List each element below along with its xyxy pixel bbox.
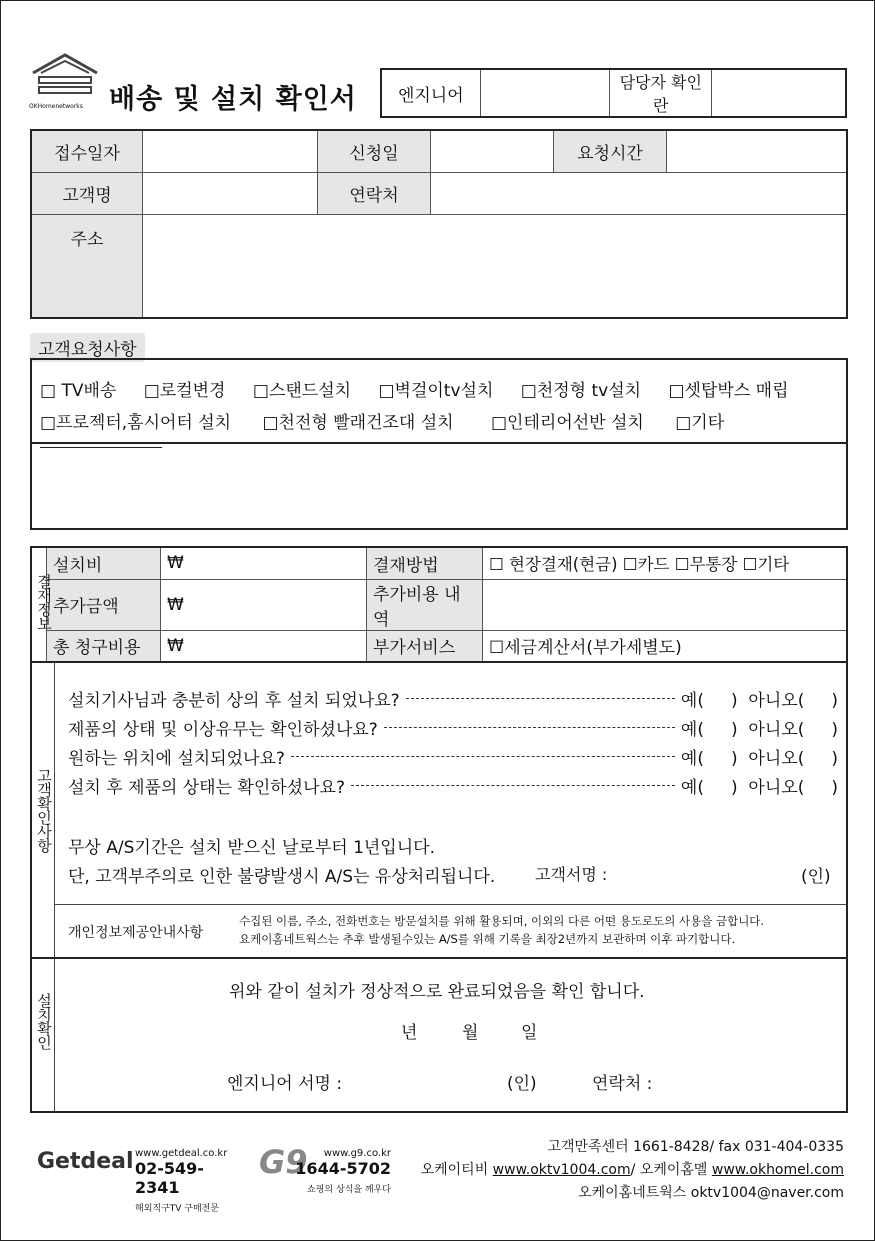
question-row [68, 685, 838, 711]
extra-detail-field[interactable] [483, 579, 848, 630]
approval-box [380, 68, 847, 118]
option-other-blank[interactable] [40, 447, 162, 448]
question-row [68, 743, 838, 769]
install-side-label: 설치확인 [35, 993, 53, 1049]
received-date-label: 접수일자 [31, 130, 143, 172]
option-interior-shelf-install[interactable]: □인테리어선반 설치 [491, 413, 644, 433]
question-row [68, 772, 838, 798]
option-stand-install[interactable]: □스탠드설치 [252, 381, 352, 401]
house-icon [29, 51, 101, 99]
total-cost-label: 총 청구비용 [47, 630, 161, 662]
option-wall-tv-install[interactable]: □벽걸이tv설치 [378, 381, 494, 401]
engineer-field[interactable] [480, 69, 610, 117]
customer-info-table [30, 129, 848, 319]
question-text: 원하는 위치에 설치되었나요? [68, 748, 285, 769]
logo-text: OKHomenetworks [29, 103, 83, 110]
g9-phone: 1644-5702 [295, 1159, 391, 1178]
addon-service-label: 부가서비스 [367, 630, 483, 662]
dotted-leader [291, 756, 675, 757]
customer-sign-label: 고객서명 : [535, 865, 608, 884]
customer-center-line: 고객만족센터 1661-8428/ fax 031-404-0335 [547, 1139, 844, 1155]
privacy-line: 요케이홈네트웍스는 추후 발생될수있는 A/S를 위해 기록을 최장2년까지 보관하며 이후 파기합니다. [239, 932, 736, 946]
manager-confirm-label: 담당자 확인란 [610, 69, 712, 117]
yes-no-answer[interactable]: 예( ) 아니오( ) [680, 719, 838, 740]
engineer-contact-label: 연락처 : [592, 1074, 653, 1094]
manager-confirm-field[interactable] [712, 69, 846, 117]
privacy-line: 수집된 이름, 주소, 전화번호는 방문설치를 위해 활용되며, 이외의 다른 어떤 용도로도의 사용을 금합니다. [239, 914, 765, 928]
requests-box [30, 358, 848, 530]
dotted-leader [351, 785, 675, 786]
g9-logo-text: G9 [259, 1143, 308, 1181]
getdeal-logo-text: Getdeal [37, 1149, 134, 1174]
question-text: 제품의 상태 및 이상유무는 확인하셨나요? [68, 719, 378, 740]
privacy-text [239, 912, 839, 948]
engineer-seal[interactable]: (인) [507, 1074, 537, 1094]
customer-name-field[interactable] [143, 172, 318, 214]
tax-invoice-option[interactable]: ☐세금계산서(부가세별도) [483, 630, 848, 662]
request-options-row2 [40, 408, 840, 453]
question-text: 설치 후 제품의 상태는 확인하셨나요? [68, 777, 345, 798]
request-options-row1 [40, 376, 840, 401]
getdeal-logo [37, 1149, 134, 1174]
getdeal-info [135, 1148, 245, 1214]
extra-amount-field[interactable] [161, 579, 367, 630]
email-line: 오케이홈네트웍스 oktv1004@naver.com [578, 1185, 844, 1201]
payment-side-label: 결재정보 [31, 547, 47, 662]
page-title: 배송 및 설치 확인서 [109, 84, 357, 115]
customer-name-label: 고객명 [31, 172, 143, 214]
date-year-label: 년 [401, 1023, 418, 1043]
okhomel-link[interactable]: www.okhomel.com [711, 1162, 844, 1178]
dotted-leader [384, 727, 675, 728]
oktv-label: 오케이티비 [420, 1162, 489, 1178]
company-logo [29, 51, 101, 111]
extra-detail-label: 추가비용 내역 [367, 579, 483, 630]
website-line [394, 1158, 844, 1182]
option-projector-install[interactable]: □프로젝터,홈시어터 설치 [40, 413, 232, 433]
okhomel-label: / 오케이홈멜 [630, 1162, 708, 1178]
contact-field[interactable] [431, 172, 848, 214]
question-text: 설치기사님과 충분히 상의 후 설치 되었나요? [68, 690, 400, 711]
payment-method-label: 결재방법 [367, 547, 483, 579]
engineer-sign-label: 엔지니어 서명 : [227, 1074, 343, 1094]
date-day-label: 일 [521, 1023, 538, 1043]
getdeal-url: www.getdeal.co.kr [135, 1148, 228, 1159]
footer-contact [394, 1136, 844, 1204]
address-field[interactable] [143, 214, 848, 318]
dotted-leader [406, 698, 675, 699]
g9-info [291, 1148, 391, 1195]
payment-method-options[interactable]: ☐ 현장결재(현금) ☐카드 ☐무통장 ☐기타 [483, 547, 848, 579]
option-tv-delivery[interactable]: □ TV배송 [40, 381, 117, 401]
customer-seal[interactable]: (인) [801, 867, 831, 887]
privacy-label: 개인정보제공안내사항 [68, 925, 204, 941]
option-local-change[interactable]: □로컬변경 [143, 381, 226, 401]
confirm-side-label: 고객확인사항 [35, 768, 53, 852]
received-date-field[interactable] [143, 130, 318, 172]
total-cost-field[interactable] [161, 630, 367, 662]
question-row [68, 714, 838, 740]
date-month-label: 월 [462, 1023, 479, 1043]
payment-table [30, 546, 848, 663]
request-time-label: 요청시간 [554, 130, 667, 172]
g9-slogan: 쇼핑의 상식을 깨우다 [307, 1185, 391, 1195]
contact-label: 연락처 [318, 172, 431, 214]
getdeal-slogan: 해외직구TV 구매전문 [135, 1204, 220, 1214]
g9-url: www.g9.co.kr [323, 1148, 391, 1159]
won-sign: ₩ [167, 635, 184, 656]
requests-section-label: 고객요청사항 [30, 333, 145, 362]
request-date-field[interactable] [431, 130, 554, 172]
getdeal-phone: 02-549-2341 [135, 1159, 204, 1197]
install-statement: 위와 같이 설치가 정상적으로 완료되었음을 확인 합니다. [229, 982, 645, 1002]
option-ceiling-dryer-install[interactable]: □천전형 빨래건조대 설치 [262, 413, 454, 433]
yes-no-answer[interactable]: 예( ) 아니오( ) [680, 748, 838, 769]
warranty-text: 무상 A/S기간은 설치 받으신 날로부터 1년입니다. [68, 838, 435, 858]
won-sign: ₩ [167, 594, 184, 615]
request-date-label: 신청일 [318, 130, 431, 172]
install-fee-label: 설치비 [47, 547, 161, 579]
install-fee-field[interactable] [161, 547, 367, 579]
option-other[interactable]: □기타 [675, 413, 725, 433]
extra-amount-label: 추가금액 [47, 579, 161, 630]
install-divider [32, 957, 846, 959]
engineer-label: 엔지니어 [381, 69, 480, 117]
request-time-field[interactable] [667, 130, 848, 172]
requests-divider [32, 442, 846, 444]
option-ceiling-tv-install[interactable]: □천정형 tv설치 [520, 381, 642, 401]
warranty-note: 단, 고객부주의로 인한 불량발생시 A/S는 유상처리됩니다. [68, 867, 496, 887]
privacy-top-divider [54, 904, 846, 905]
yes-no-answer[interactable]: 예( ) 아니오( ) [680, 777, 838, 798]
option-settop-embed[interactable]: □셋탑박스 매립 [668, 381, 789, 401]
oktv-link[interactable]: www.oktv1004.com [492, 1162, 631, 1178]
address-label: 주소 [31, 214, 143, 318]
won-sign: ₩ [167, 553, 184, 574]
yes-no-answer[interactable]: 예( ) 아니오( ) [680, 690, 838, 711]
